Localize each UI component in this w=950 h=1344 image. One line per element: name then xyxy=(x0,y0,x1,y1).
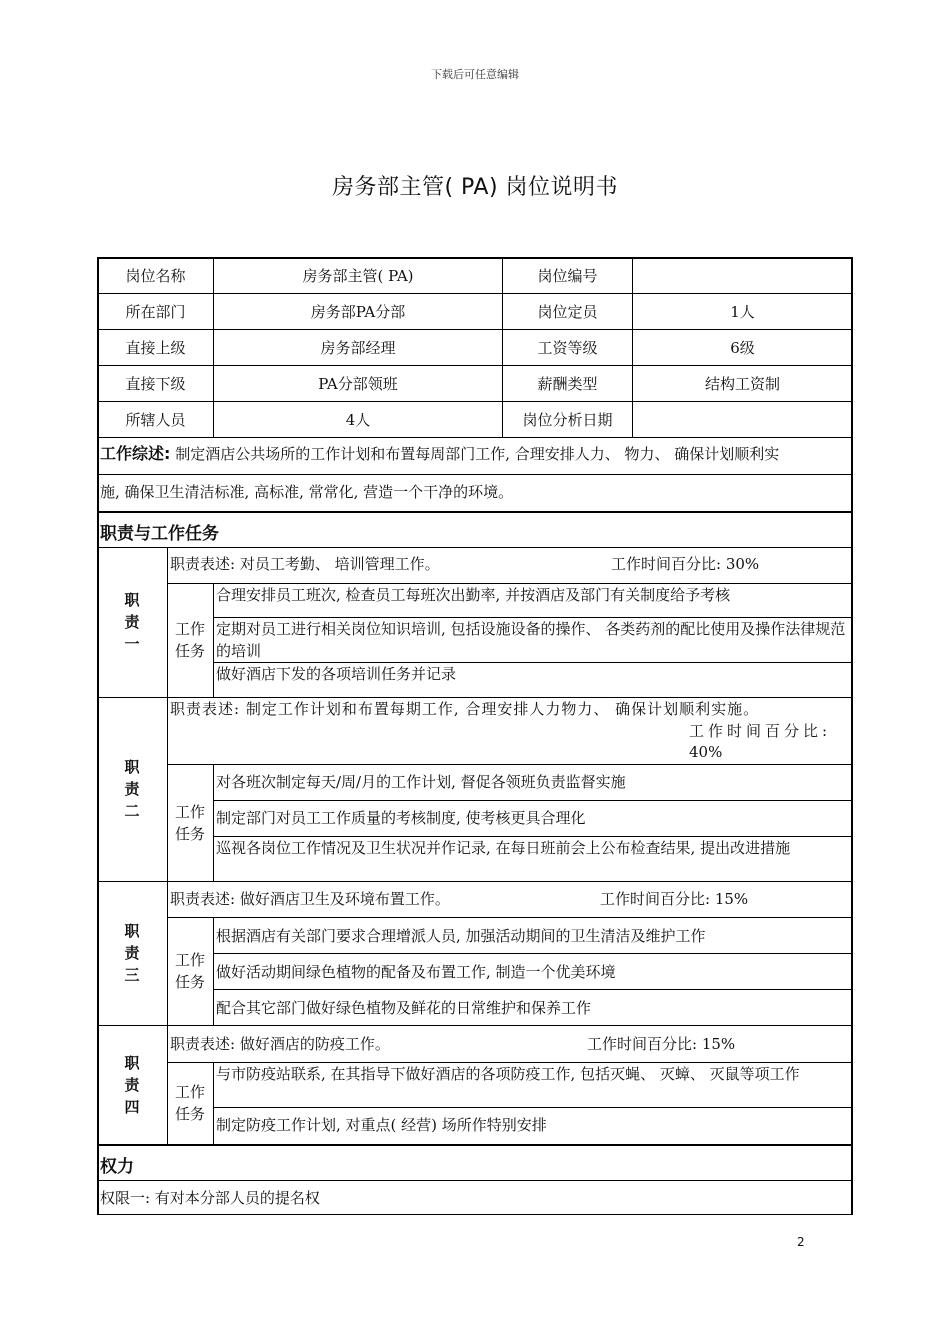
value-department: 房务部PA分部 xyxy=(213,293,503,330)
duty-3-label: 职责三 xyxy=(124,922,140,984)
duty-4-task-1: 与市防疫站联系, 在其指导下做好酒店的各项防疫工作, 包括灭蝇、 灭蟑、 灭鼠等项工作 xyxy=(216,1065,800,1083)
duty-2-task-3: 巡视各岗位工作情况及卫生状况并作记录, 在每日班前会上公布检查结果, 提出改进措施 xyxy=(216,839,791,857)
page-number: 2 xyxy=(797,1235,805,1249)
label-staff: 所辖人员 xyxy=(97,401,214,438)
duty-4-label: 职责四 xyxy=(124,1053,140,1116)
label-position-name: 岗位名称 xyxy=(97,257,214,294)
label-subordinate: 直接下级 xyxy=(97,365,214,402)
value-salary-grade: 6级 xyxy=(632,329,853,366)
duty-1-task-label: 工作任务 xyxy=(174,620,205,660)
power-item-1: 权限一: 有对本分部人员的提名权 xyxy=(100,1189,320,1207)
value-subordinate: PA分部领班 xyxy=(213,365,503,402)
duty-3-task-1: 根据酒店有关部门要求合理增派人员, 加强活动期间的卫生清洁及维护工作 xyxy=(216,927,706,945)
label-department: 所在部门 xyxy=(97,293,214,330)
label-pay-type: 薪酬类型 xyxy=(502,365,633,402)
duty-4-task-2: 制定防疫工作计划, 对重点( 经营) 场所作特别安排 xyxy=(216,1116,547,1134)
summary-label: 工作综述: xyxy=(100,444,171,463)
value-position-code xyxy=(632,257,853,294)
duty-4-task-label: 工作任务 xyxy=(174,1083,205,1123)
duty-2-task-2: 制定部门对员工工作质量的考核制度, 使考核更具合理化 xyxy=(216,809,586,827)
label-supervisor: 直接上级 xyxy=(97,329,214,366)
summary-line1: 制定酒店公共场所的工作计划和布置每周部门工作, 合理安排人力、 物力、 确保计划顺利实 xyxy=(175,445,780,463)
duty-3-task-2: 做好活动期间绿色植物的配备及布置工作, 制造一个优美环境 xyxy=(216,963,616,981)
duty-2-percent-label: 工作时间百分比: xyxy=(689,722,832,740)
value-analysis-date xyxy=(632,401,853,438)
duty-1-task-1: 合理安排员工班次, 检查员工每班次出勤率, 并按酒店及部门有关制度给予考核 xyxy=(216,586,731,604)
power-title: 权力 xyxy=(100,1157,134,1177)
duty-3-task-label: 工作任务 xyxy=(174,951,205,991)
label-analysis-date: 岗位分析日期 xyxy=(502,401,633,438)
duty-1-task-2: 定期对员工进行相关岗位知识培训, 包括设施设备的操作、 各类药剂的配比使用及操作法律规范的培训 xyxy=(216,620,846,660)
value-pay-type: 结构工资制 xyxy=(632,365,853,402)
duty-2-desc: 职责表述: 制定工作计划和布置每期工作, 合理安排人力物力、 确保计划顺利实施。 xyxy=(170,700,760,718)
duty-3-percent: 工作时间百分比: 15% xyxy=(600,890,749,908)
work-summary xyxy=(100,438,850,473)
duty-4-percent: 工作时间百分比: 15% xyxy=(587,1035,736,1053)
header-note: 下载后可任意编辑 xyxy=(431,68,519,81)
value-supervisor: 房务部经理 xyxy=(213,329,503,366)
label-position-code: 岗位编号 xyxy=(502,257,633,294)
value-staff: 4人 xyxy=(213,401,503,438)
duties-title: 职责与工作任务 xyxy=(100,524,219,544)
duty-1-desc: 职责表述: 对员工考勤、 培训管理工作。 xyxy=(170,555,440,573)
duty-4-desc: 职责表述: 做好酒店的防疫工作。 xyxy=(170,1035,390,1053)
duty-2-label: 职责二 xyxy=(124,758,140,820)
page-title: 房务部主管( PA) 岗位说明书 xyxy=(331,175,619,200)
duty-3-desc: 职责表述: 做好酒店卫生及环境布置工作。 xyxy=(170,890,450,908)
summary-line2: 施, 确保卫生清洁标准, 高标准, 常常化, 营造一个干净的环境。 xyxy=(100,483,514,501)
duty-2-percent-value: 40% xyxy=(689,743,723,761)
duty-1-percent: 工作时间百分比: 30% xyxy=(611,555,760,573)
duty-1-task-3: 做好酒店下发的各项培训任务并记录 xyxy=(216,665,457,683)
duty-2-task-1: 对各班次制定每天/周/月的工作计划, 督促各领班负责监督实施 xyxy=(216,773,626,791)
duty-3-task-3: 配合其它部门做好绿色植物及鲜花的日常维护和保养工作 xyxy=(216,999,592,1017)
duty-2-task-label: 工作任务 xyxy=(174,802,205,843)
label-salary-grade: 工资等级 xyxy=(502,329,633,366)
value-position-name: 房务部主管( PA) xyxy=(213,257,503,294)
duty-1-label: 职责一 xyxy=(124,591,140,653)
label-headcount: 岗位定员 xyxy=(502,293,633,330)
value-headcount: 1人 xyxy=(632,293,853,330)
